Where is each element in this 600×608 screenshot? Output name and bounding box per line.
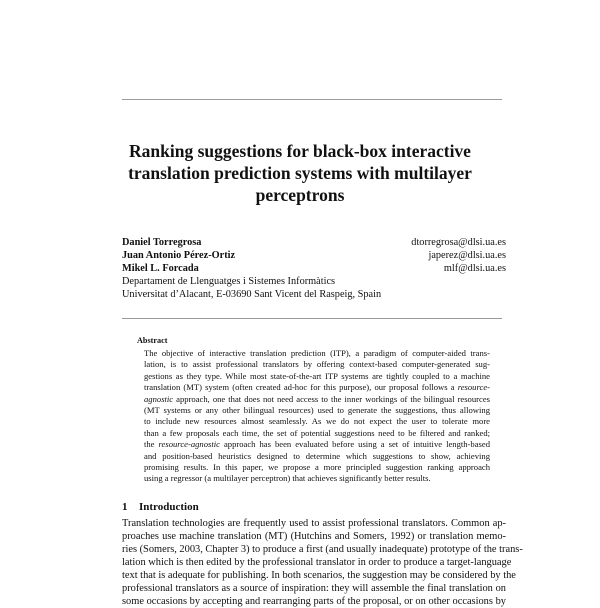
author-name: Mikel L. Forcada xyxy=(122,263,199,274)
paper-title xyxy=(100,140,500,206)
abstract-body xyxy=(144,348,490,485)
abstract-line: (MT systems or any other bilingual resources) used to generate the suggestions, thus allowing xyxy=(144,405,490,416)
affiliation-line: Departament de Llenguatges i Sistemes Informàtics xyxy=(122,276,336,287)
abstract-line: translation (MT) system (often created ad-hoc for this purpose), our proposal follows a resource- xyxy=(144,382,490,393)
abstract-line: using a regressor (a multilayer perceptron) that achieves significantly better results. xyxy=(144,473,431,484)
abstract-line: lation, is to assist professional translators by offering context-based computer-generated sug- xyxy=(144,359,490,370)
abstract-line: and position-based heuristics designed to determine which suggestions to show, achieving xyxy=(144,450,490,461)
section-number: 1 xyxy=(122,501,128,513)
affiliation-line: Universitat d’Alacant, E-03690 Sant Vicent del Raspeig, Spain xyxy=(122,289,382,300)
title-line: translation prediction systems with multilayer xyxy=(128,163,472,183)
abstract-line: the resource-agnostic approach has been evaluated before using a set of intuitive length-based xyxy=(144,439,490,450)
intro-line: ries (Somers, 2003, Chapter 3) to produce a first (and usually inadequate) prototype of the trans- xyxy=(122,544,523,555)
intro-line: Translation technologies are frequently used to assist professional translators. Common ap- xyxy=(122,518,506,529)
abstract-line: gestions as they type. While most state-of-the-art ITP systems are tightly coupled to a machine xyxy=(144,370,490,381)
abstract-top-rule xyxy=(122,318,502,319)
title-line: perceptrons xyxy=(255,185,345,205)
intro-line: text that is adequate for publishing. In both scenarios, the suggestion may be considered by the xyxy=(122,570,516,581)
section-title: Introduction xyxy=(139,501,199,513)
author-email: japerez@dlsi.ua.es xyxy=(428,250,506,261)
abstract-line: The objective of interactive translation prediction (ITP), a paradigm of computer-aided trans- xyxy=(144,348,490,358)
intro-body xyxy=(122,517,523,608)
abstract-line: promising results. In this paper, we propose a more principled suggestion ranking approach xyxy=(144,462,490,473)
author-row xyxy=(122,236,506,249)
intro-line: lation which is then edited by the professional translator in order to produce a target-language xyxy=(122,557,512,568)
abstract-line: than a few proposals each time, the set of potential suggestions need to be filtered and ranked; xyxy=(144,427,490,438)
abstract-heading: Abstract xyxy=(137,336,168,345)
author-row xyxy=(122,262,506,275)
title-line: Ranking suggestions for black-box interactive xyxy=(129,141,471,161)
abstract-line: to include new resources almost seamlessly. As we do not expect the user to tolerate more xyxy=(144,416,490,427)
author-email: mlf@dlsi.ua.es xyxy=(443,263,506,274)
section-heading xyxy=(122,500,199,514)
author-block xyxy=(122,236,506,301)
top-rule xyxy=(122,99,502,100)
author-row xyxy=(122,249,506,262)
author-email: dtorregrosa@dlsi.ua.es xyxy=(411,237,506,248)
author-name: Juan Antonio Pérez-Ortiz xyxy=(122,250,236,261)
author-name: Daniel Torregrosa xyxy=(122,237,202,248)
abstract-line: agnostic approach, one that does not need access to the inner workings of the bilingual resources xyxy=(144,393,490,404)
intro-line: professional translators as a source of inspiration: they will assemble the final translation on xyxy=(122,583,506,594)
intro-line: some occasions by accepting and rearranging parts of the proposal, or on other occasions by xyxy=(122,596,506,607)
intro-line: proaches use machine translation (MT) (Hutchins and Somers, 1992) or translation memo- xyxy=(122,531,506,542)
